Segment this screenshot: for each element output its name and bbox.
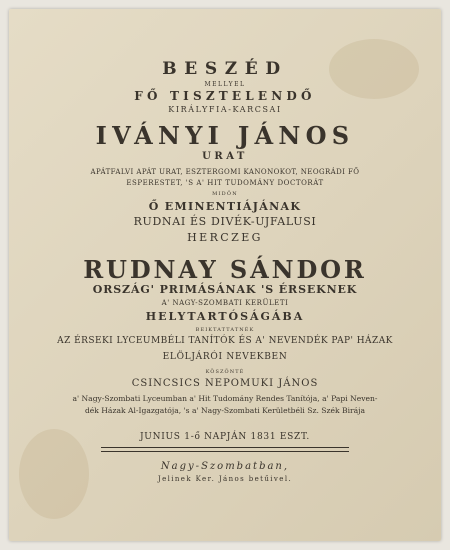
divider-rule — [101, 447, 349, 448]
name-rudnay-sandor: RUDNAY SÁNDOR — [83, 255, 367, 284]
name-ivanyi-janos: IVÁNYI JÁNOS — [95, 121, 355, 150]
text-apatfalvi-1: APÁTFALVI APÁT URAT, ESZTERGOMI KANONOKOT, NEOGRÁDI FŐ — [90, 168, 360, 176]
text-rudnai: RUDNAI ÉS DIVÉK-UJFALUSI — [133, 215, 317, 228]
heading-beszed: BESZÉD — [162, 59, 288, 79]
title-page — [9, 9, 441, 541]
text-koszonte: KÖSZÖNTÉ — [205, 369, 245, 375]
divider-rule — [101, 451, 349, 452]
author-credentials-1: a' Nagy-Szombati Lyceumban a' Hit Tudomány Rendes Tanítója, a' Papi Neven- — [72, 394, 378, 403]
text-fotisztelendo: FŐ TISZTELENDŐ — [134, 89, 316, 103]
text-nagy-szombati: A' NAGY-SZOMBATI KERÜLETI — [161, 299, 289, 307]
text-erseki: AZ ÉRSEKI LYCEUMBÉLI TANÍTÓK ÉS A' NEVENDÉK PAP' HÁZAK — [57, 336, 393, 346]
text-eloljaroi: ELÖLJÁRÓI NEVEKBEN — [162, 352, 288, 362]
imprint-printer: Jelinek Ker. János betűivel. — [157, 475, 293, 483]
text-orszag: ORSZÁG' PRIMÁSÁNAK 'S ÉRSEKNEK — [92, 283, 358, 296]
text-apatfalvi-2: ESPERESTET, 'S A' HIT TUDOMÁNY DOCTORÁT — [126, 179, 324, 187]
author-credentials-2: dék Házak Al-Igazgatója, 's a' Nagy-Szombati Kerületbéli Sz. Szék Birája — [84, 406, 366, 415]
text-mellyel: MELLYEL — [204, 81, 246, 88]
text-kiralyfia: KIRÁLYFIA-KARCSAI — [168, 105, 282, 114]
imprint-place: Nagy-Szombatban, — [160, 461, 290, 472]
text-urat: URAT — [202, 151, 248, 162]
text-midon: MIDŐN — [212, 191, 238, 197]
text-helytartosagaba: HELYTARTÓSÁGÁBA — [145, 310, 305, 323]
text-beiktattatnek: BEIKTATTATNÉK — [195, 327, 255, 333]
date-line: JUNIUS 1-ő NAPJÁN 1831 ESZT. — [139, 432, 310, 442]
text-eminentiajanak: Ő EMINENTIÁJÁNAK — [148, 200, 302, 213]
author-name: CSINCSICS NEPOMUKI JÁNOS — [131, 378, 319, 389]
text-herczeg: HERCZEG — [187, 231, 263, 244]
